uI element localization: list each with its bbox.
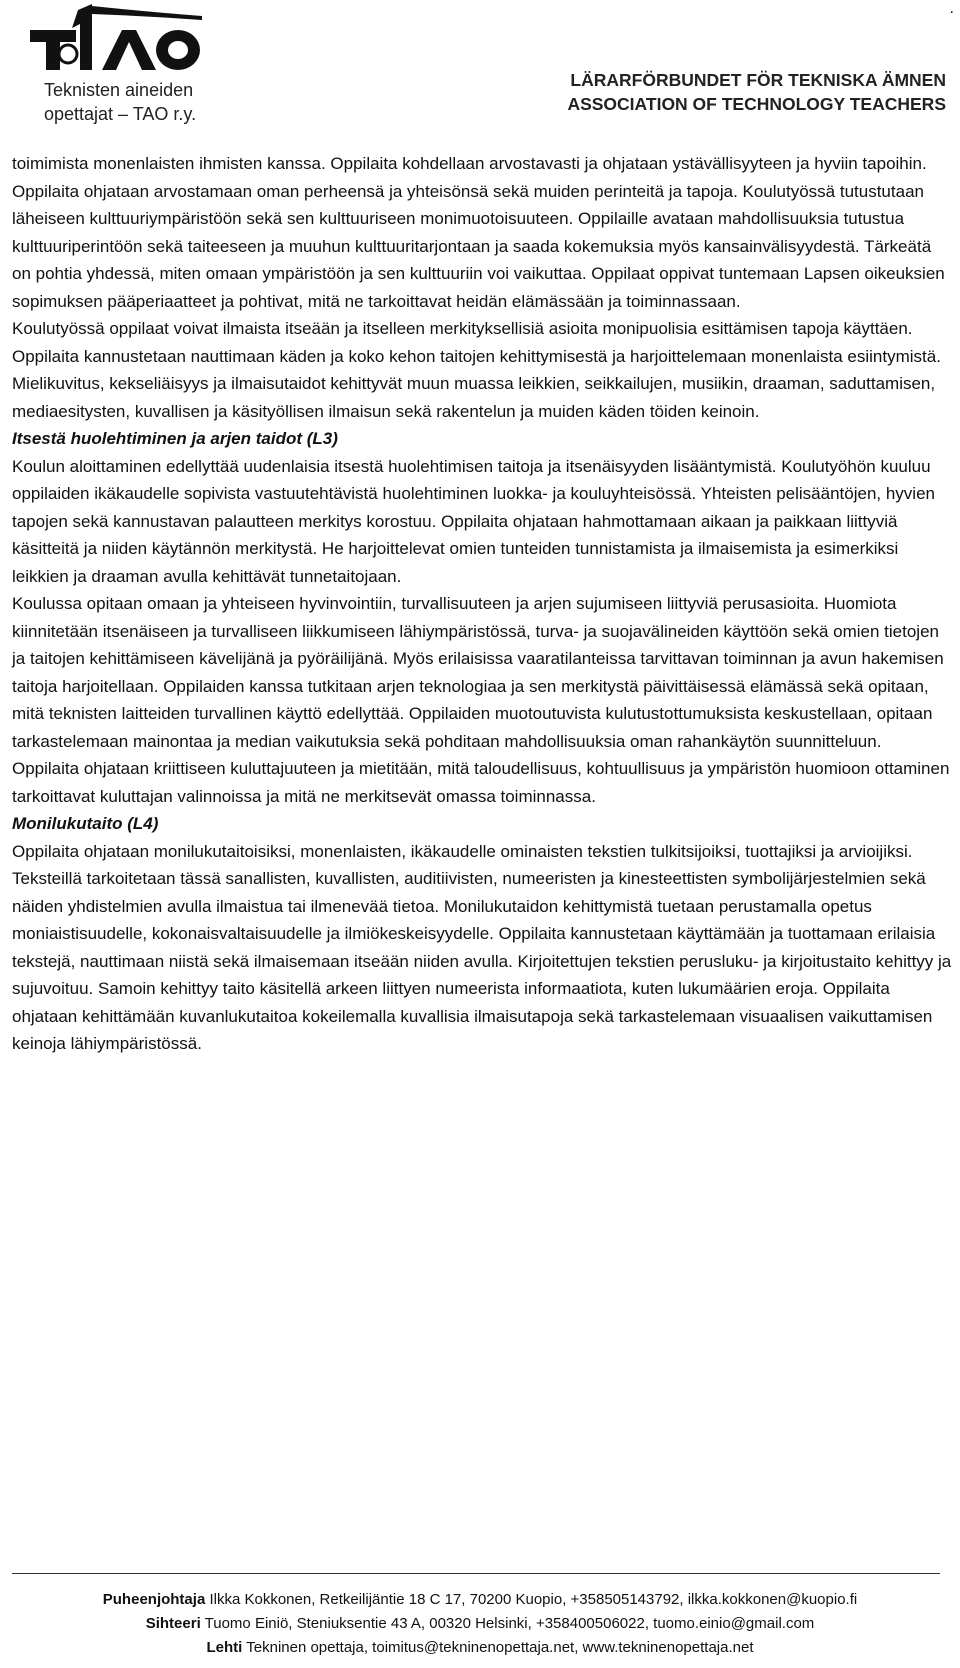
section-heading: Itsestä huolehtiminen ja arjen taidot (L3) <box>12 429 338 448</box>
association-line-english: ASSOCIATION OF TECHNOLOGY TEACHERS <box>567 94 946 114</box>
logo-caption-line1: Teknisten aineiden <box>44 80 194 100</box>
association-name <box>567 68 946 116</box>
footer-magazine-text: Tekninen opettaja, toimitus@tekninenopettaja.net, www.tekninenopettaja.net <box>242 1639 754 1656</box>
footer-chair-text: Ilkka Kokkonen, Retkeilijäntie 18 C 17, 70200 Kuopio, +358505143792, ilkka.kokkonen@kuopio.fi <box>205 1591 858 1608</box>
footer-secretary-line <box>0 1612 960 1636</box>
paragraph: Oppilaita ohjataan arvostamaan oman perheensä ja yhteisönsä sekä muiden perinteitä ja tapoja. Koulutyössä tutustutaan läheiseen kulttuuriympäristöön sekä sen kulttuuriseen monimuotoisuuteen. Oppilaille avataan mahdollisuuksia tutustua kulttuuriperintöön sekä taiteeseen ja muuhun kulttuuritarjontaan ja saada kokemuksia myös kansainvälisyydestä. Tärkeätä on pohtia yhdessä, miten omaan ympäristöön ja sen kulttuuriin voi vaikuttaa. Oppilaat oppivat tuntemaan Lapsen oikeuksien sopimuksen pääperiaatteet ja pohtivat, mitä ne tarkoittavat heidän elämässään ja toiminnassaan. <box>12 181 945 311</box>
footer-divider <box>12 1573 940 1574</box>
paragraph: Koulussa opitaan omaan ja yhteiseen hyvinvointiin, turvallisuuteen ja arjen sujumiseen liittyviä perusasioita. Huomiota kiinnitetään itsenäiseen ja turvalliseen liikkumiseen lähiympäristössä, turva- ja suojavälineiden käyttöön sekä omien tietojen ja taitojen kehittämiseen kävelijänä ja pyöräilijänä. Myös erilaisissa vaaratilanteissa tarvittavan toiminnan ja avun hakemisen taitoja harjoitellaan. Oppilaiden kanssa tutkitaan arjen teknologiaa ja sen merkitystä päivittäisessä elämässä sekä opitaan, mitä teknisten laitteiden turvallinen käyttö edellyttää. Oppilaiden muotoutuvista kulutustottumuksista keskustellaan, opitaan tarkastelemaan mainontaa ja median vaikutuksia sekä pohditaan mahdollisuuksia oman rahankäytön suunnitteluun. Oppilaita ohjataan kriittiseen kuluttajuuteen ja mietitään, mitä taloudellisuus, kohtuullisuus ja ympäristön huomioon ottaminen tarkoittavat kuluttajan valinnoissa ja mitä ne merkitsevät omassa toiminnassa. <box>12 594 950 806</box>
section-heading: Monilukutaito (L4) <box>12 814 159 833</box>
paragraph: Oppilaita ohjataan monilukutaitoisiksi, monenlaisten, ikäkaudelle ominaisten tekstien tulkitsijoiksi, tuottajiksi ja arvioijiksi. Teksteillä tarkoitetaan tässä sanallisten, kuvallisten, auditiivisten, numeeristen ja kinesteettisten symbolijärjestelmien sekä näiden yhdistelmien avulla ilmaistua tai ilmenevää tietoa. Monilukutaidon kehittymistä tuetaan perustamalla opetus moniaistisuudelle, kokonaisvaltaisuudelle ja ilmiökeskeisyydelle. Oppilaita kannustetaan käyttämään ja tuottamaan erilaisia tekstejä, nauttimaan niistä sekä ilmaisemaan itseään niiden avulla. Kirjoitettujen tekstien perusluku- ja kirjoitustaito kehittyy ja sujuvoituu. Samoin kehittyy taito käsitellä arkeen liittyen numeerista informaatiota, kuten lukumäärien eroja. Oppilaita ohjataan kehittämään kuvanlukutaitoa kokeilemalla kuvallisia ilmaisutapoja sekä tarkastelemaan visuaalisen vaikuttamisen keinoja lähiympäristössä. <box>12 841 952 1053</box>
footer-magazine-label: Lehti <box>206 1639 243 1656</box>
footer-secretary-text: Tuomo Einiö, Steniuksentie 43 A, 00320 Helsinki, +358400506022, tuomo.einio@gmail.com <box>200 1615 815 1632</box>
footer-magazine-line <box>0 1636 960 1660</box>
document-body <box>12 150 952 1058</box>
paragraph: Koulun aloittaminen edellyttää uudenlaisia itsestä huolehtimisen taitoja ja itsenäisyyden lisääntymistä. Koulutyöhön kuuluu oppilaiden ikäkaudelle sopivista vastuutehtävistä huolehtiminen luokka- ja kouluyhteisössä. Yhteisten pelisääntöjen, hyvien tapojen sekä kannustavan palautteen merkitys korostuu. Oppilaita ohjataan hahmottamaan aikaan ja paikkaan liittyviä käsitteitä ja niiden käytännön merkitystä. He harjoittelevat omien tunteiden tunnistamista ja ilmaisemista ja esimerkiksi leikkien ja draaman avulla kehittävät tunnetaitojaan. <box>12 456 935 586</box>
footer-secretary-label: Sihteeri <box>145 1615 201 1632</box>
paragraph: toimimista monenlaisten ihmisten kanssa. Oppilaita kohdellaan arvostavasti ja ohjataan ystävällisyyteen ja hyviin tapoihin. <box>12 154 927 173</box>
paragraph: Koulutyössä oppilaat voivat ilmaista itseään ja itselleen merkityksellisiä asioita monipuolisia esittämisen tapoja käyttäen. Oppilaita kannustetaan nauttimaan käden ja koko kehon taitojen kehittymisestä ja harjoittelemaan monenlaista esiintymistä. Mielikuvitus, kekseliäisyys ja ilmaisutaidot kehittyvät muun muassa leikkien, seikkailujen, musiikin, draaman, saduttamisen, mediaesitysten, kuvallisen ja käsityöllisen ilmaisun sekä rakentelun ja muiden käden töiden keinoin. <box>12 319 941 421</box>
footer <box>0 1588 960 1660</box>
logo-caption-line2: opettajat – TAO r.y. <box>44 104 197 124</box>
association-line-swedish: LÄRARFÖRBUNDET FÖR TEKNISKA ÄMNEN <box>570 70 946 90</box>
footer-chair-line <box>0 1588 960 1612</box>
logo-caption <box>44 78 196 126</box>
corner-mark: . <box>949 0 954 17</box>
footer-chair-label: Puheenjohtaja <box>102 1591 206 1608</box>
